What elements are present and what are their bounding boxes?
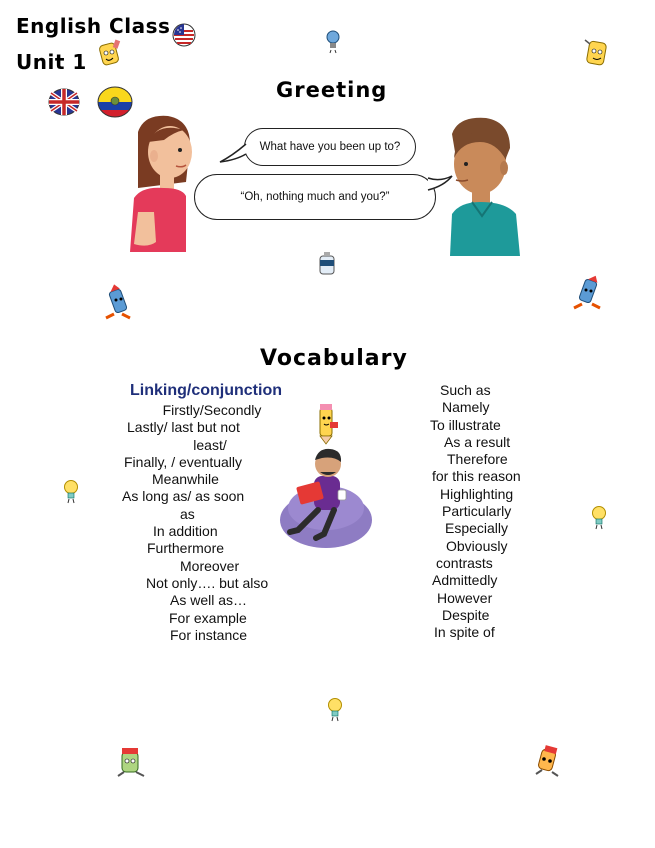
reading-student-avatar xyxy=(278,446,374,550)
class-title: English Class xyxy=(16,14,171,38)
list-item: For instance xyxy=(170,626,248,643)
list-item: Furthermore xyxy=(147,540,225,557)
list-item: For example xyxy=(169,609,247,626)
list-item: To illustrate xyxy=(430,416,501,433)
unit-title: Unit 1 xyxy=(16,50,87,74)
list-item: In addition xyxy=(153,523,218,540)
crayon-character-icon xyxy=(570,274,604,312)
lightbulb-icon xyxy=(326,696,344,722)
woman-avatar xyxy=(124,112,204,252)
list-item: Especially xyxy=(445,520,509,537)
speech-text-right: “Oh, nothing much and you?” xyxy=(240,191,390,203)
list-item: Admittedly xyxy=(432,572,498,589)
vocabulary-title: Vocabulary xyxy=(260,346,408,371)
list-item: Obviously xyxy=(446,537,508,554)
list-item: Namely xyxy=(442,399,490,416)
pencil-character-icon xyxy=(114,746,148,780)
speech-tail-left xyxy=(218,138,248,166)
list-item: contrasts xyxy=(436,554,493,571)
list-item: As long as/ as soon xyxy=(122,488,245,505)
list-item: Such as xyxy=(440,382,491,398)
list-item: Finally, / eventually xyxy=(124,453,243,470)
list-item: least/ xyxy=(193,436,227,453)
pencil-character-icon xyxy=(314,402,340,446)
lightbulb-icon xyxy=(324,28,342,54)
list-item: Despite xyxy=(442,606,490,623)
speech-text-left: What have you been up to? xyxy=(259,141,401,153)
transition-words-list xyxy=(420,382,550,641)
pencil-character-icon xyxy=(582,34,612,72)
list-item: Highlighting xyxy=(440,485,514,502)
pencil-character-icon xyxy=(96,38,124,70)
pencil-character-icon xyxy=(532,744,562,778)
list-item: As well as… xyxy=(170,592,248,609)
lightbulb-icon xyxy=(590,504,608,530)
list-item: for this reason xyxy=(432,468,521,485)
list-item: Not only…. but also xyxy=(146,574,269,591)
glue-bottle-icon xyxy=(316,250,338,276)
greeting-title: Greeting xyxy=(276,78,388,102)
list-item: as xyxy=(180,505,195,522)
uk-flag-icon xyxy=(48,88,80,116)
list-item: However xyxy=(437,589,493,606)
speech-bubble-right xyxy=(194,174,436,220)
list-item: In spite of xyxy=(434,624,495,641)
list-item: As a result xyxy=(444,433,511,450)
list-item: Therefore xyxy=(447,451,508,468)
list-item: Lastly/ last but not xyxy=(127,419,240,436)
list-item: Moreover xyxy=(180,557,240,574)
speech-bubble-left xyxy=(244,128,416,166)
speech-tail-right xyxy=(426,172,454,196)
lightbulb-icon xyxy=(62,478,80,504)
list-item: Firstly/Secondly xyxy=(162,402,262,418)
crayon-character-icon xyxy=(102,284,134,322)
linking-heading: Linking/conjunction xyxy=(130,382,282,399)
list-item: Particularly xyxy=(442,503,512,520)
list-item: Meanwhile xyxy=(152,471,219,488)
us-flag-icon xyxy=(172,22,196,48)
